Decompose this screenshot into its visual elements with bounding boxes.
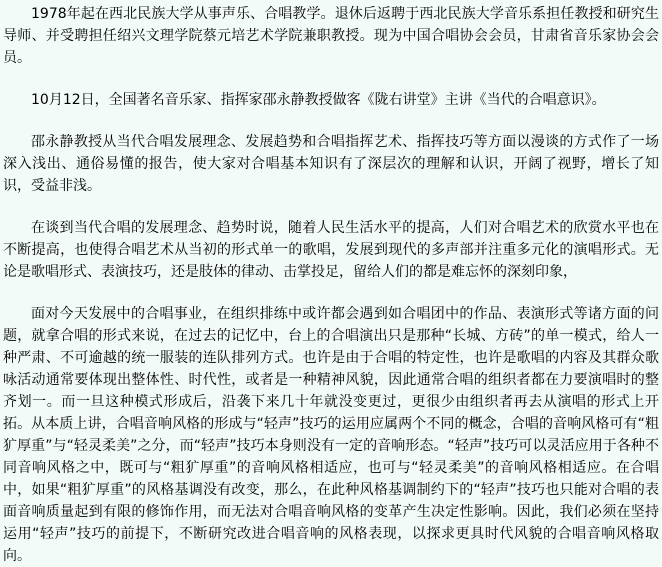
paragraph-lecture-summary: 邵永静教授从当代合唱发展理念、发展趋势和合唱指挥艺术、指挥技巧等方面以漫谈的方式作了一场深入浅出、通俗易懂的报告，使大家对合唱基本知识有了深层次的理解和认识，开阔了视野，增长了知识，受益非浅。 xyxy=(3,134,659,194)
paragraph-development-trends: 在谈到当代合唱的发展理念、趋势时说，随着人民生活水平的提高，人们对合唱艺术的欣赏水平也在不断提高，也使得合唱艺术从当初的形式单一的歌唱，发展到现代的多声部并注重多元化的演唱形式。无论是歌唱形式、表演技巧，还是肢体的律动、击掌投足，留给人们的都是难忘怀的深刻印象， xyxy=(3,220,659,280)
paragraph-bio: 1978年起在西北民族大学从事声乐、合唱教学。退休后返聘于西北民族大学音乐系担任教授和研究生导师、并受聘担任绍兴文理学院蔡元培艺术学院兼职教授。现为中国合唱协会会员，甘肃省音乐家协会会员。 xyxy=(3,6,659,66)
paragraph-choral-style-discussion: 面对今天发展中的合唱事业，在组织排练中或许都会遇到如合唱团中的作品、表演形式等诸方面的问题，就拿合唱的形式来说，在过去的记忆中，台上的合唱演出只是那种“长城、方砖”的单一模式，给人一种严肃、不可逾越的统一服装的连队排列方式。也许是由于合唱的特定性，也许是歌唱的内容及其群众歌咏活动通常要体现出整体性、时代性，或者是一种精神风貌，因此通常合唱的组织者都在力要演唱时的整齐划一。而一旦这种模式形成后，沿袭下来几十年就没变更过，更很少由组织者再去从演唱的形式上开拓。从本质上讲，合唱音响风格的形成与“轻声”技巧的运用应属两个不同的概念，合唱的音响风格可有“粗犷厚重”与“轻灵柔美”之分，而“轻声”技巧本身则没有一定的音响形态。“轻声”技巧可以灵活应用于各种不同音响风格之中，既可与“粗犷厚重”的音响风格相适应，也可与“轻灵柔美”的音响风格相适应。在合唱中，如果“粗犷厚重”的风格基调没有改变，那么，在此种风格基调制约下的“轻声”技巧也只能对合唱的表面音响质量起到有限的修饰作用，而无法对合唱音响风格的变革产生决定性影响。因此，我们必须在坚持运用“轻声”技巧的前提下，不断研究改进合唱音响的风格表现，以探求更具时代风貌的合唱音响风格取向。 xyxy=(3,306,659,564)
paragraph-lecture-announcement: 10月12日，全国著名音乐家、指挥家邵永静教授做客《陇右讲堂》主讲《当代的合唱意识》。 xyxy=(31,92,606,108)
